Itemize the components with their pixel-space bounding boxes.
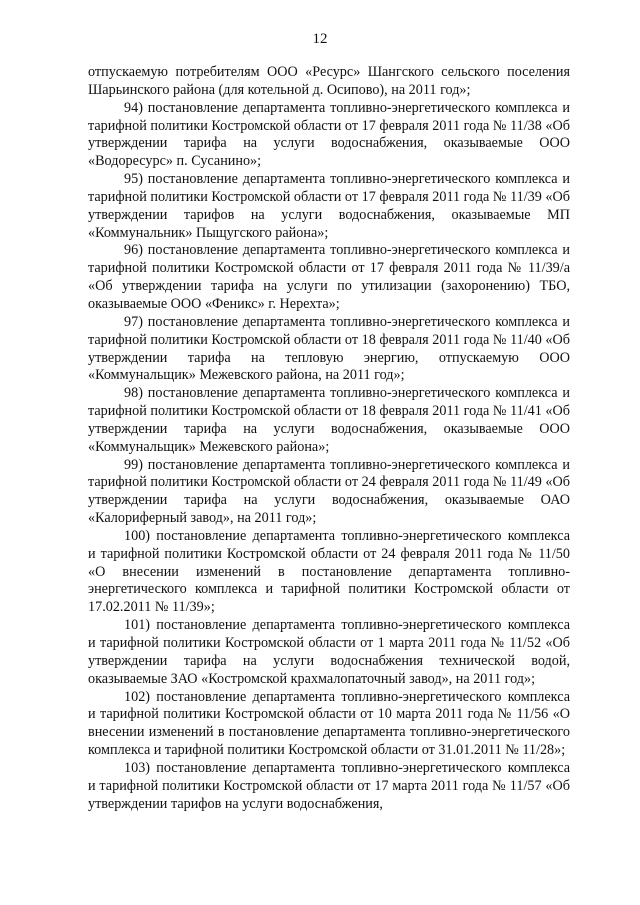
page-number: 12 [312, 31, 328, 47]
list-item-97: 97) постановление департамента топливно-энергетического комплекса и тарифной политики Костромской области от 18 февраля 2011 года № 11/40 «Об утверждении тарифа на тепловую энергию, отпускаемую ООО «Коммунальщик» Межевского района, на 2011 год»; [88, 313, 570, 384]
list-item-100: 100) постановление департамента топливно-энергетического комплекса и тарифной политики Костромской области от 24 февраля 2011 года № 11/50 «О внесении изменений в постановление департамента топливно-энергетического комплекса и тарифной политики Костромской области от 17.02.2011 № 11/39»; [88, 527, 570, 616]
list-item-95: 95) постановление департамента топливно-энергетического комплекса и тарифной политики Костромской области от 17 февраля 2011 года № 11/39 «Об утверждении тарифов на услуги водоснабжения, оказываемые МП «Коммунальник» Пыщугского района»; [88, 171, 570, 241]
list-item-102: 102) постановление департамента топливно-энергетического комплекса и тарифной политики Костромской области от 10 марта 2011 года № 11/56 «О внесении изменений в постановление департамента топливно-энергетического комплекса и тарифной политики Костромской области от 31.01.2011 № 11/28»; [88, 688, 570, 759]
list-item-94: 94) постановление департамента топливно-энергетического комплекса и тарифной политики Костромской области от 17 февраля 2011 года № 11/38 «Об утверждении тарифа на услуги водоснабжения, оказываемые ООО «Водоресурс» п. Сусанино»; [88, 99, 570, 170]
list-item-98: 98) постановление департамента топливно-энергетического комплекса и тарифной политики Костромской области от 18 февраля 2011 года № 11/41 «Об утверждении тарифа на услуги водоснабжения, оказываемые ООО «Коммунальщик» Межевского района»; [88, 385, 570, 455]
list-item-96: 96) постановление департамента топливно-энергетического комплекса и тарифной политики Костромской области от 17 февраля 2011 года № 11/39/а «Об утверждении тарифа на услуги по утилизации (захоронению) ТБО, оказываемые ООО «Феникс» г. Нерехта»; [88, 242, 570, 312]
paragraph-continuation: отпускаемую потребителям ООО «Ресурс» Шангского сельского поселения Шарьинского района (для котельной д. Осипово), на 2011 год»; [88, 64, 570, 98]
list-item-99: 99) постановление департамента топливно-энергетического комплекса и тарифной политики Костромской области от 24 февраля 2011 года № 11/49 «Об утверждении тарифа на услуги водоснабжения, оказываемые ОАО «Калориферный завод», на 2011 год»; [88, 456, 570, 527]
document-body [88, 64, 570, 813]
list-item-101: 101) постановление департамента топливно-энергетического комплекса и тарифной политики Костромской области от 1 марта 2011 года № 11/52 «Об утверждении тарифа на услуги водоснабжения технической водой, оказываемые ЗАО «Костромской крахмалопаточный завод», на 2011 год»; [88, 617, 570, 687]
list-item-103: 103) постановление департамента топливно-энергетического комплекса и тарифной политики Костромской области от 17 марта 2011 года № 11/57 «Об утверждении тарифов на услуги водоснабжения, [88, 759, 570, 812]
